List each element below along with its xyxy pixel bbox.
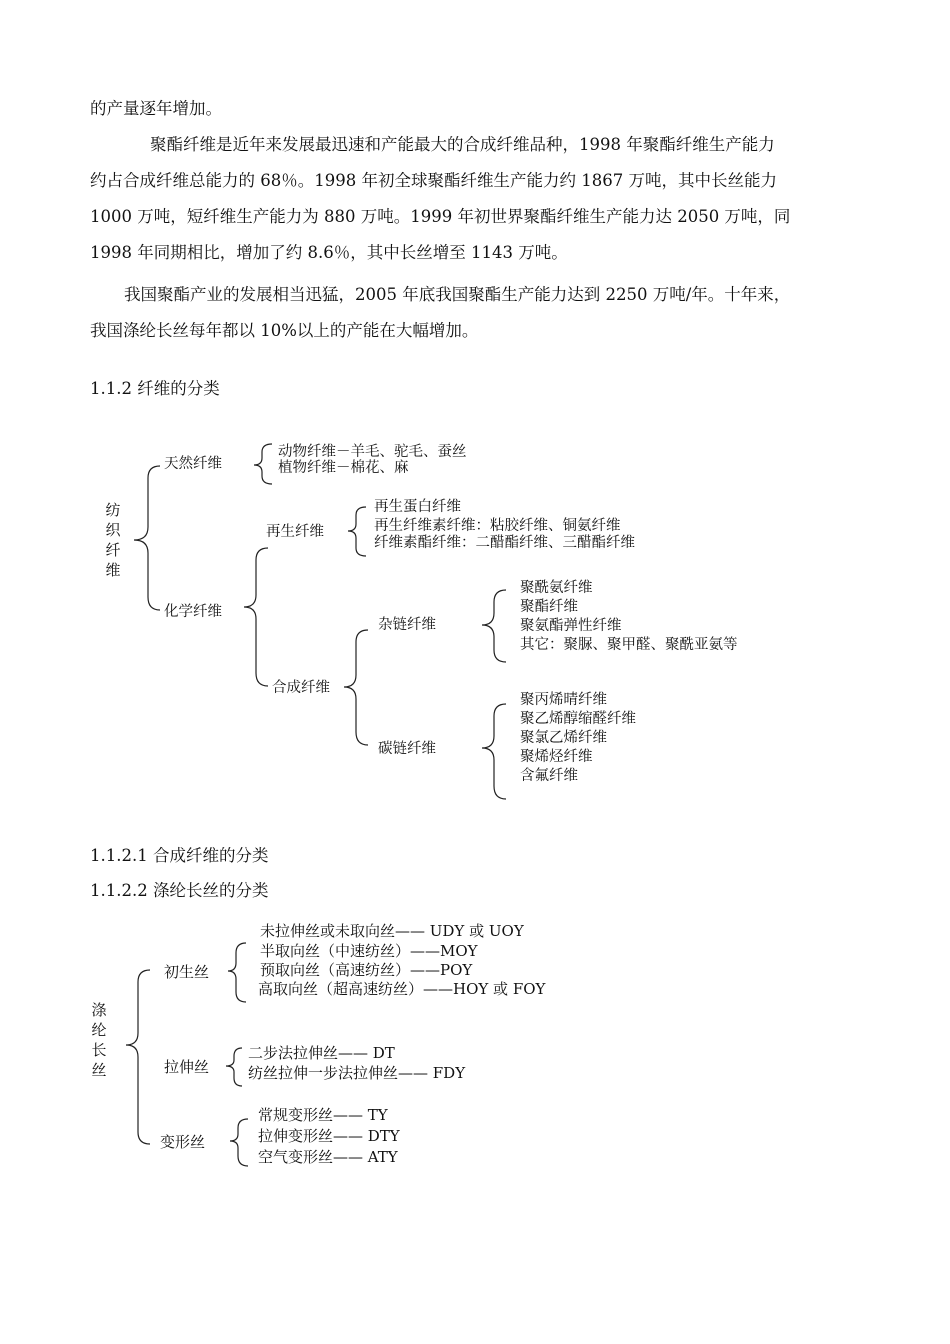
- regenerated-fiber-item: 再生纤维素纤维：粘胶纤维、铜氨纤维: [374, 518, 621, 534]
- hetero-chain-fiber-item: 其它：聚脲、聚甲醛、聚酰亚氨等: [520, 637, 738, 653]
- regenerated-fiber-label: 再生纤维: [266, 524, 324, 540]
- drawn-filament-item: 二步法拉伸丝—— DT: [248, 1044, 395, 1062]
- filament-tree-root: 涤纶长丝: [91, 1001, 107, 1079]
- carbon-chain-fiber-item: 聚氯乙烯纤维: [520, 730, 607, 746]
- paragraph-line: 1000 万吨，短纤维生产能力为 880 万吨。1999 年初世界聚酯纤维生产能力达 2050 万吨，同: [90, 207, 791, 226]
- carbon-chain-fiber-item: 聚乙烯醇缩醛纤维: [520, 711, 636, 727]
- section-heading: 1.1.2.2 涤纶长丝的分类: [90, 881, 269, 900]
- carbon-chain-fiber-item: 聚丙烯晴纤维: [520, 692, 607, 708]
- section-heading: 1.1.2.1 合成纤维的分类: [90, 846, 269, 865]
- regenerated-fiber-item: 再生蛋白纤维: [374, 499, 461, 515]
- hetero-chain-fiber-item: 聚酯纤维: [520, 599, 578, 615]
- primary-filament-item: 高取向丝（超高速纺丝）——HOY 或 FOY: [258, 980, 546, 998]
- textured-filament-item: 空气变形丝—— ATY: [258, 1148, 398, 1166]
- paragraph-line: 约占合成纤维总能力的 68％。1998 年初全球聚酯纤维生产能力约 1867 万吨，其中长丝能力: [90, 171, 777, 190]
- synthetic-fiber-label: 合成纤维: [272, 680, 330, 696]
- chemical-fiber-label: 化学纤维: [164, 604, 222, 620]
- primary-filament-item: 半取向丝（中速纺丝）——MOY: [260, 942, 478, 960]
- carbon-chain-fiber-item: 含氟纤维: [520, 768, 578, 784]
- hetero-chain-fiber-label: 杂链纤维: [378, 617, 436, 633]
- natural-fiber-label: 天然纤维: [164, 456, 222, 472]
- natural-fiber-item: 植物纤维－棉花、麻: [278, 460, 409, 476]
- hetero-chain-fiber-item: 聚酰氨纤维: [520, 580, 593, 596]
- paragraph-line: 1998 年同期相比，增加了约 8.6％，其中长丝增至 1143 万吨。: [90, 243, 568, 262]
- paragraph-line: 我国涤纶长丝每年都以 10%以上的产能在大幅增加。: [90, 321, 479, 340]
- paragraph-line: 我国聚酯产业的发展相当迅猛，2005 年底我国聚酯生产能力达到 2250 万吨/年。十年来，: [124, 285, 791, 304]
- carbon-chain-fiber-label: 碳链纤维: [378, 741, 436, 757]
- textured-filament-item: 拉伸变形丝—— DTY: [258, 1127, 400, 1145]
- fiber-tree-root: 纺织纤维: [105, 501, 121, 579]
- natural-fiber-item: 动物纤维－羊毛、驼毛、蚕丝: [278, 444, 467, 460]
- primary-filament-label: 初生丝: [164, 963, 210, 981]
- hetero-chain-fiber-item: 聚氨酯弹性纤维: [520, 618, 622, 634]
- textured-filament-label: 变形丝: [160, 1133, 206, 1151]
- drawn-filament-item: 纺丝拉伸一步法拉伸丝—— FDY: [248, 1064, 466, 1082]
- paragraph-line: 聚酯纤维是近年来发展最迅速和产能最大的合成纤维品种，1998 年聚酯纤维生产能力: [150, 135, 775, 154]
- carbon-chain-fiber-item: 聚烯烃纤维: [520, 749, 593, 765]
- textured-filament-item: 常规变形丝—— TY: [258, 1106, 388, 1124]
- primary-filament-item: 预取向丝（高速纺丝）——POY: [260, 961, 473, 979]
- section-heading: 1.1.2 纤维的分类: [90, 379, 220, 398]
- drawn-filament-label: 拉伸丝: [164, 1058, 210, 1076]
- primary-filament-item: 未拉伸丝或未取向丝—— UDY 或 UOY: [260, 922, 524, 940]
- regenerated-fiber-item: 纤维素酯纤维：二醋酯纤维、三醋酯纤维: [374, 535, 635, 551]
- paragraph-line: 的产量逐年增加。: [90, 99, 222, 118]
